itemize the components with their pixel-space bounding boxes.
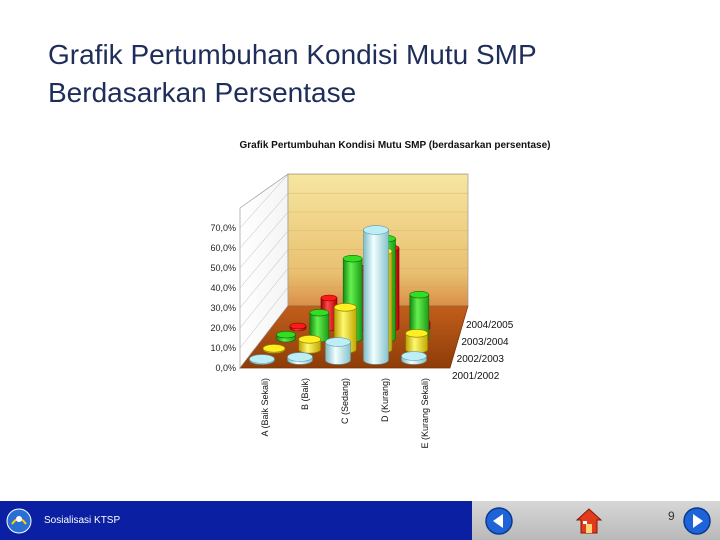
previous-slide-icon[interactable] <box>484 506 514 536</box>
category-label: B (Baik) <box>300 378 310 411</box>
y-tick-label: 10,0% <box>210 343 236 353</box>
cylinder-top <box>299 335 321 343</box>
footer-text: Sosialisasi KTSP <box>44 515 121 526</box>
cylinder-top <box>310 309 329 316</box>
cylinder-top <box>406 329 428 337</box>
tut-wuri-logo-icon <box>6 508 32 534</box>
category-label: C (Sedang) <box>340 378 350 425</box>
category-label: E (Kurang Sekali) <box>420 378 430 449</box>
cylinder-top <box>250 355 275 364</box>
y-tick-label: 0,0% <box>215 363 236 373</box>
chart-title: Grafik Pertumbuhan Kondisi Mutu SMP (berdasarkan persentase) <box>239 140 551 151</box>
category-label: A (Baik Sekali) <box>260 378 270 437</box>
cylinder-top <box>321 295 337 301</box>
y-axis-labels <box>210 223 236 373</box>
cylinder-top <box>364 226 389 235</box>
cylinder-top <box>402 352 427 361</box>
cylinder-top <box>277 331 296 338</box>
cylinder-top <box>288 353 313 362</box>
slide-title-line-1: Grafik Pertumbuhan Kondisi Mutu SMP <box>48 39 537 70</box>
y-tick-label: 70,0% <box>210 223 236 233</box>
cylinder-top <box>326 338 351 347</box>
series-label: 2004/2005 <box>466 320 514 331</box>
y-tick-label: 20,0% <box>210 323 236 333</box>
footer-right-panel <box>472 501 720 540</box>
series-label: 2001/2002 <box>452 371 500 382</box>
slide-title <box>48 36 688 112</box>
cylinder-chart <box>140 128 560 488</box>
cylinder-top <box>410 291 429 298</box>
home-icon[interactable] <box>574 506 604 536</box>
cylinder-top <box>290 323 306 329</box>
footer-left-panel <box>0 501 472 540</box>
cylinder-top <box>334 303 356 311</box>
footer-bar <box>0 501 720 540</box>
next-slide-icon[interactable] <box>682 506 712 536</box>
cylinder-top <box>263 344 285 352</box>
y-tick-label: 50,0% <box>210 263 236 273</box>
y-tick-label: 30,0% <box>210 303 236 313</box>
cylinder-top <box>343 255 362 262</box>
page-number: 9 <box>668 509 675 523</box>
cylinder-body <box>364 230 389 364</box>
category-label: D (Kurang) <box>380 378 390 423</box>
series-label: 2002/2003 <box>456 354 504 365</box>
category-labels <box>260 378 430 449</box>
series-label: 2003/2004 <box>461 337 509 348</box>
y-tick-label: 60,0% <box>210 243 236 253</box>
y-tick-label: 40,0% <box>210 283 236 293</box>
slide-title-line-2: Berdasarkan Persentase <box>48 77 357 108</box>
